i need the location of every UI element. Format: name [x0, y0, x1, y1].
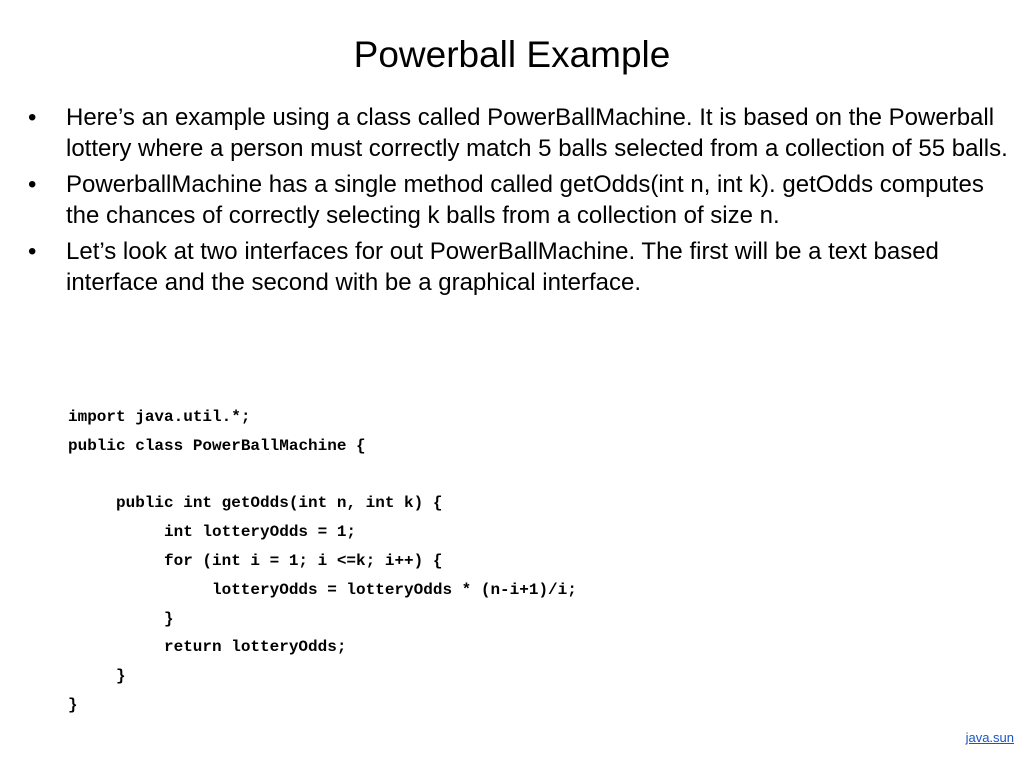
bullet-text: PowerballMachine has a single method called getOdds(int n, int k). getOdds computes the chances of correctly selecting k balls from a collection of size n. [66, 171, 984, 229]
bullet-text: Let’s look at two interfaces for out PowerBallMachine. The first will be a text based interface and the second with be a graphical interface. [66, 238, 939, 296]
code-line: lotteryOdds = lotteryOdds * (n-i+1)/i; [212, 580, 577, 599]
source-link[interactable]: java.sun [965, 730, 1014, 745]
bullet-text: Here’s an example using a class called PowerBallMachine. It is based on the Powerball lottery where a person must correctly match 5 balls selected from a collection of 55 balls. [66, 104, 1008, 162]
code-line-blank [68, 461, 577, 490]
code-line: } [116, 667, 126, 686]
code-line: import java.util.*; [68, 408, 251, 426]
code-line: public class PowerBallMachine { [68, 436, 366, 455]
bullet-item [24, 169, 1009, 231]
code-line: public int getOdds(int n, int k) { [116, 494, 443, 513]
slide-title: Powerball Example [353, 34, 671, 75]
code-line: int lotteryOdds = 1; [164, 523, 357, 542]
bullet-icon: • [28, 238, 37, 265]
code-line: for (int i = 1; i <=k; i++) { [164, 551, 443, 570]
bullet-icon: • [28, 171, 37, 198]
code-line: return lotteryOdds; [164, 638, 347, 657]
bullet-icon: • [28, 104, 37, 131]
code-line: } [164, 609, 174, 628]
code-line: } [68, 695, 78, 714]
bullet-list [24, 102, 1009, 303]
code-listing [68, 403, 577, 720]
bullet-item [24, 102, 1009, 164]
bullet-item [24, 236, 1009, 298]
